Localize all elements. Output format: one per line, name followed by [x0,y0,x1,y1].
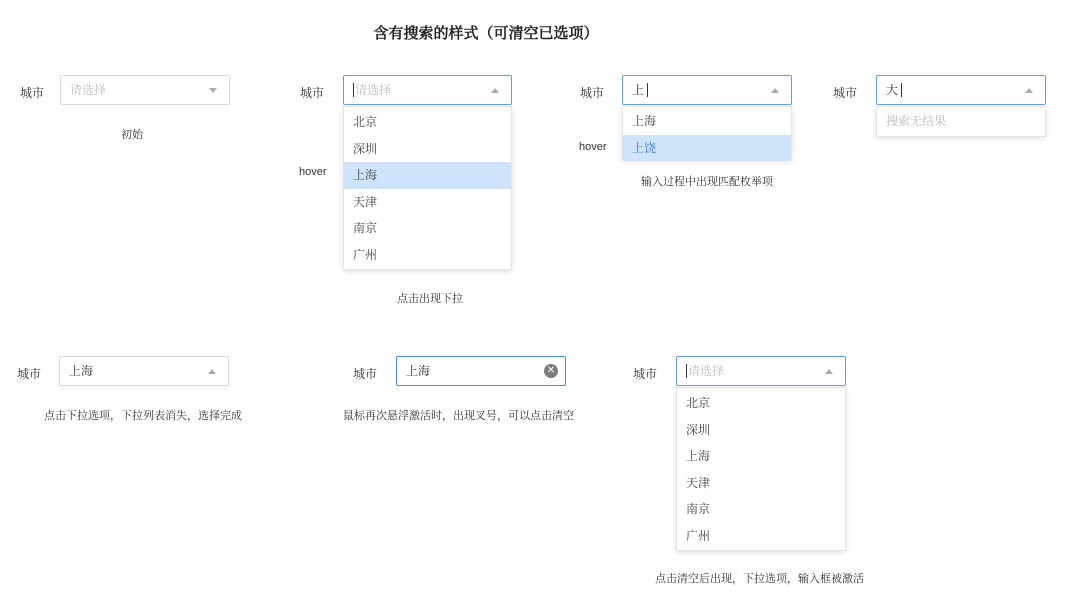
caption-typing: 输入过程中出现匹配枚举项 [641,176,773,188]
field-label: 城市 [300,86,325,100]
dropdown-list [622,106,792,160]
chevron-down-icon[interactable] [209,88,217,93]
chevron-up-icon[interactable] [208,369,216,374]
hover-label: hover [299,166,327,178]
field-label: 城市 [17,367,42,381]
dropdown-option[interactable]: 深圳 [353,141,378,156]
field-label: 城市 [833,86,858,100]
text-caret [901,83,902,97]
selected-value: 上海 [69,364,94,378]
dropdown-option[interactable]: 天津 [353,194,378,209]
text-caret [647,83,648,97]
clear-circle-icon[interactable]: ✕ [544,364,558,378]
field-label: 城市 [20,86,45,100]
select-placeholder: 请选择 [355,83,392,97]
page-title: 含有搜索的样式（可清空已选项） [373,25,599,42]
caption-opened: 点击出现下拉 [397,293,463,305]
dropdown-option[interactable]: 上海 [686,449,711,464]
hover-label: hover [579,141,607,153]
search-input-text: 上 [632,83,645,97]
dropdown-option[interactable]: 北京 [353,115,378,129]
city-select-hover-clear[interactable] [396,356,566,386]
chevron-up-icon[interactable] [491,88,499,93]
caption-hover-clear: 鼠标再次悬浮激活时，出现叉号，可以点击清空 [343,410,574,422]
selected-value: 上海 [406,364,431,378]
city-select-nomatch[interactable] [876,75,1046,105]
caption-initial: 初始 [121,129,143,141]
city-select-typing[interactable] [622,75,792,105]
city-select-selected[interactable] [59,356,229,386]
text-caret [353,83,354,97]
dropdown-option[interactable]: 广州 [686,528,711,543]
dropdown-option-hovered[interactable]: 上海 [344,162,511,189]
dropdown-list [343,106,512,270]
field-label: 城市 [633,367,658,381]
caption-selected: 点击下拉选项，下拉列表消失，选择完成 [44,410,242,422]
dropdown-option[interactable]: 南京 [686,502,711,517]
city-select-opened[interactable] [343,75,512,105]
dropdown-option[interactable]: 天津 [686,475,711,490]
dropdown-option-hovered[interactable]: 上饶 [623,135,791,162]
field-label: 城市 [353,367,378,381]
select-placeholder: 请选择 [688,364,725,378]
chevron-up-icon[interactable] [771,88,779,93]
dropdown-empty [876,106,1046,137]
field-label: 城市 [580,86,605,100]
dropdown-option[interactable]: 上海 [632,114,657,128]
caption-cleared: 点击清空后出现，下拉选项，输入框被激活 [655,573,864,585]
city-select-initial[interactable] [60,75,230,105]
dropdown-option[interactable]: 北京 [686,396,711,410]
text-caret [686,364,687,378]
dropdown-option[interactable]: 广州 [353,247,378,262]
dropdown-option[interactable]: 深圳 [686,422,711,437]
chevron-up-icon[interactable] [1025,88,1033,93]
dropdown-option[interactable]: 南京 [353,221,378,236]
chevron-up-icon[interactable] [825,369,833,374]
select-placeholder: 请选择 [70,83,107,97]
city-select-cleared[interactable] [676,356,846,386]
empty-result-text: 搜索无结果 [886,114,947,128]
dropdown-list [676,387,846,551]
search-input-text: 大 [886,83,899,97]
